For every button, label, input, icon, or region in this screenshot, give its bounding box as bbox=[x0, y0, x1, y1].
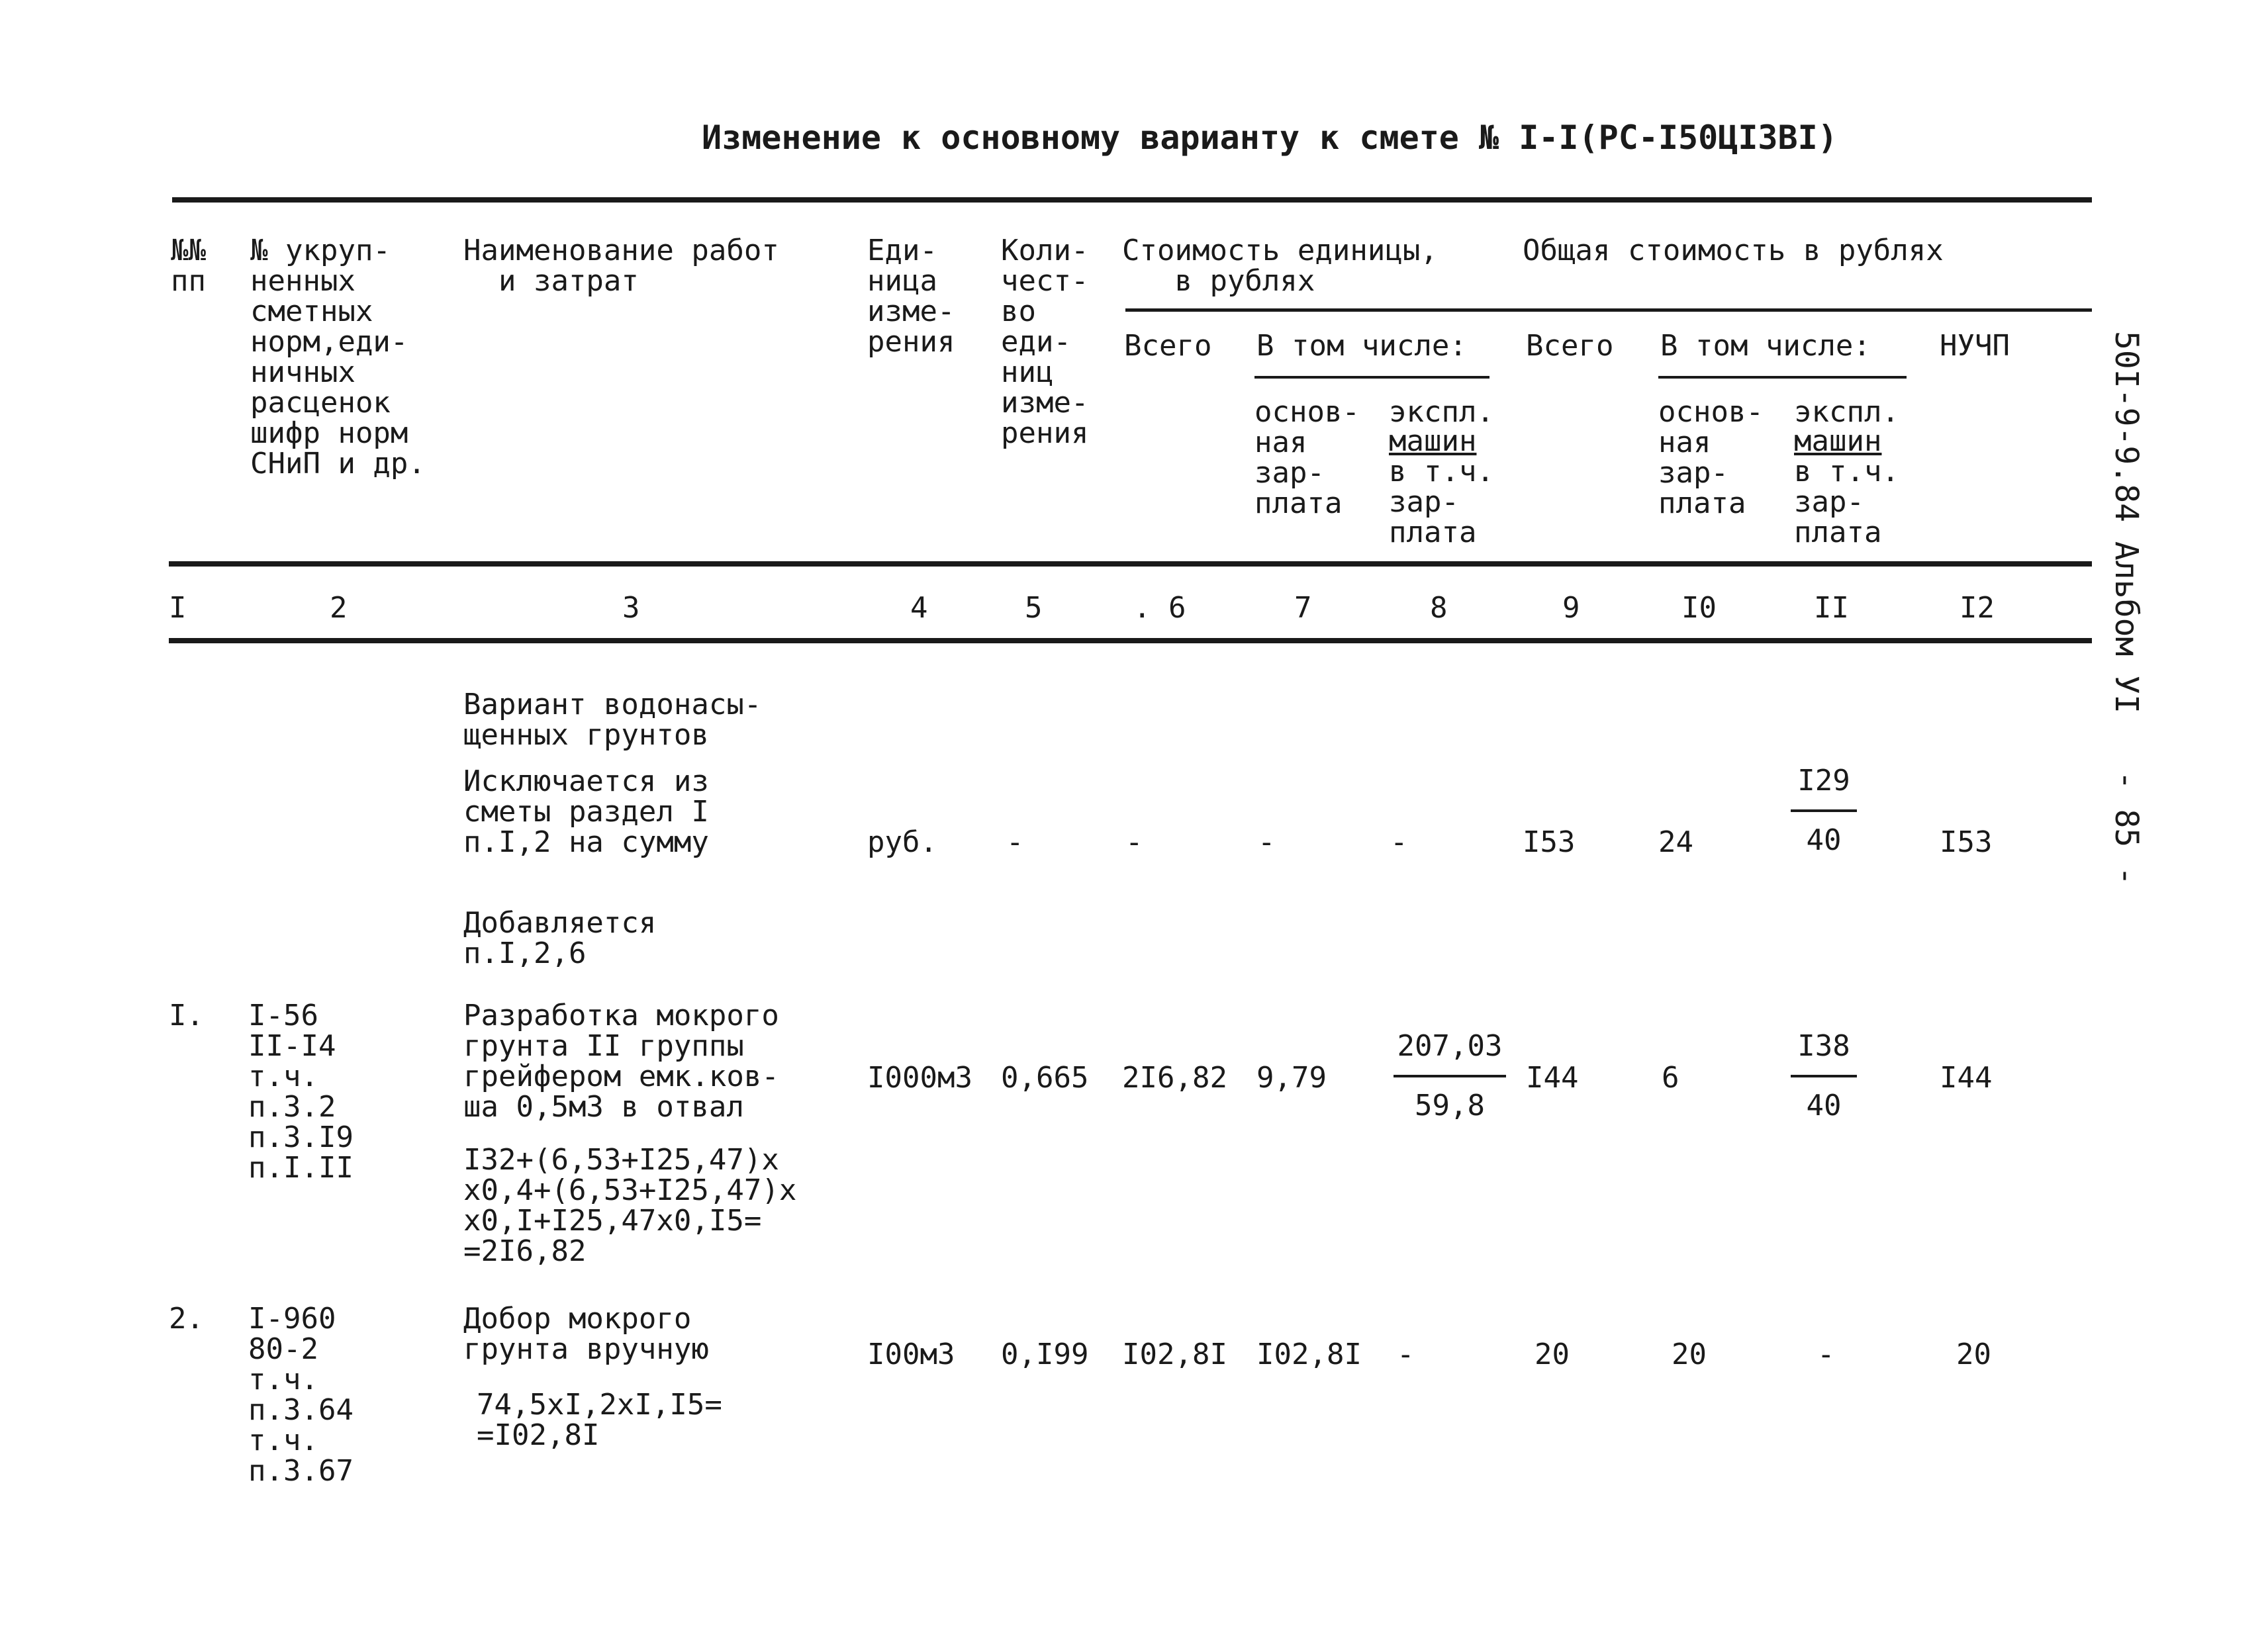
excluded-price-eksp-dash: - bbox=[1390, 825, 1408, 859]
header-unit-osn: основ- ная зар- плата bbox=[1254, 395, 1360, 520]
row1-code: I-56 II-I4 т.ч. п.3.2 п.3.I9 п.I.II bbox=[248, 999, 354, 1185]
excluded-eksp-fraction bbox=[1781, 766, 1867, 856]
header-unit-ekspl-mid: машин bbox=[1389, 424, 1477, 458]
row2-code: I-960 80-2 т.ч. п.3.64 т.ч. п.3.67 bbox=[248, 1302, 354, 1488]
col-num-1: I bbox=[169, 591, 187, 625]
row1-price-eksp-fraction bbox=[1387, 1031, 1513, 1121]
row1-price-total: 2I6,82 bbox=[1122, 1061, 1227, 1095]
row2-osn: 20 bbox=[1672, 1338, 1707, 1371]
excluded-name: Исключается из сметы раздел I п.I,2 на сумму bbox=[463, 764, 709, 859]
col-num-5: 5 bbox=[1025, 591, 1043, 625]
col-num-3: 3 bbox=[622, 591, 640, 625]
col-num-12: I2 bbox=[1960, 591, 1995, 625]
row1-nuchp: I44 bbox=[1940, 1061, 1993, 1095]
top-rule bbox=[172, 197, 2092, 203]
fraction-bar bbox=[1394, 1075, 1506, 1077]
header-total-ekspl-top: экспл. bbox=[1794, 395, 1899, 429]
row1-qty: 0,665 bbox=[1001, 1061, 1089, 1095]
header-total-ekspl-mid: машин bbox=[1794, 424, 1882, 458]
row1-eksp-top: I38 bbox=[1797, 1029, 1850, 1063]
added-title: Добавляется п.I,2,6 bbox=[463, 906, 657, 970]
row2-formula: 74,5xI,2xI,I5= =I02,8I bbox=[477, 1388, 722, 1452]
row2-name: Добор мокрого грунта вручную bbox=[463, 1302, 709, 1366]
row1-eksp-fraction bbox=[1781, 1031, 1867, 1121]
header-col1: №№ пп bbox=[171, 234, 206, 298]
unit-split-rule bbox=[1254, 376, 1489, 379]
header-total-ekspl-bottom: в т.ч. зар- плата bbox=[1794, 455, 1899, 549]
header-total-vsego: Всего bbox=[1526, 329, 1614, 363]
col-num-2: 2 bbox=[330, 591, 348, 625]
excluded-eksp-bottom: 40 bbox=[1806, 823, 1842, 857]
excluded-osn: 24 bbox=[1658, 825, 1693, 859]
header-bottom-rule bbox=[169, 561, 2092, 567]
excluded-price-total-dash: - bbox=[1125, 825, 1143, 859]
excluded-unit: руб. bbox=[867, 825, 937, 859]
fraction-bar bbox=[1791, 1075, 1857, 1077]
numbers-bottom-rule bbox=[169, 638, 2092, 643]
row1-name: Разработка мокрого грунта II группы грейфером емк.ков- ша 0,5м3 в отвал bbox=[463, 999, 779, 1124]
header-col2: № укруп- ненных сметных норм,еди- ничных расценок шифр норм СНиП и др. bbox=[250, 234, 426, 480]
row1-total: I44 bbox=[1526, 1061, 1579, 1095]
row1-unit: I000м3 bbox=[867, 1061, 972, 1095]
header-col5: Коли- чест- во еди- ниц изме- рения bbox=[1001, 234, 1089, 450]
page-title: Изменение к основному варианту к смете № I-I(РС-I50ЦI3ВI) bbox=[702, 118, 1838, 157]
col-num-7: 7 bbox=[1294, 591, 1312, 625]
row1-eksp-bottom: 40 bbox=[1806, 1089, 1842, 1122]
header-unit-in-that: В том числе: bbox=[1256, 329, 1467, 363]
unit-cost-rule bbox=[1125, 308, 2092, 312]
row1-price-eksp-bottom: 59,8 bbox=[1415, 1089, 1485, 1122]
row2-eksp: - bbox=[1817, 1338, 1835, 1371]
side-label: 50I-9-9.84 Альбом УI - 85 - bbox=[2108, 331, 2145, 886]
header-unit-ekspl-top: экспл. bbox=[1389, 395, 1494, 429]
row2-price-osn: I02,8I bbox=[1256, 1338, 1362, 1371]
fraction-bar bbox=[1791, 809, 1857, 812]
col-num-8: 8 bbox=[1430, 591, 1448, 625]
variant-title: Вариант водонасы- щенных грунтов bbox=[463, 688, 762, 752]
col-num-4: 4 bbox=[910, 591, 928, 625]
row2-price-eksp: - bbox=[1397, 1338, 1415, 1371]
header-total-in-that: В том числе: bbox=[1660, 329, 1871, 363]
total-split-rule bbox=[1658, 376, 1907, 379]
row2-unit: I00м3 bbox=[867, 1338, 955, 1371]
excluded-qty-dash: - bbox=[1006, 825, 1024, 859]
header-col4: Еди- ница изме- рения bbox=[867, 234, 955, 359]
col-num-10: I0 bbox=[1681, 591, 1717, 625]
row1-osn: 6 bbox=[1662, 1061, 1679, 1095]
row2-qty: 0,I99 bbox=[1001, 1338, 1089, 1371]
row1-price-osn: 9,79 bbox=[1256, 1061, 1327, 1095]
excluded-total: I53 bbox=[1523, 825, 1576, 859]
excluded-eksp-top: I29 bbox=[1797, 764, 1850, 798]
row2-price-total: I02,8I bbox=[1122, 1338, 1227, 1371]
col-num-11: II bbox=[1814, 591, 1849, 625]
row2-num: 2. bbox=[169, 1302, 204, 1336]
row1-formula: I32+(6,53+I25,47)x x0,4+(6,53+I25,47)x x0,I+I25,47x0,I5= =2I6,82 bbox=[463, 1143, 797, 1268]
header-nuchp: НУЧП bbox=[1940, 329, 2010, 363]
header-col3: Наименование работ и затрат bbox=[463, 234, 779, 298]
row1-price-eksp-top: 207,03 bbox=[1397, 1029, 1503, 1063]
header-unit-cost: Стоимость единицы, в рублях bbox=[1122, 234, 1438, 298]
row1-num: I. bbox=[169, 999, 204, 1032]
header-unit-ekspl-bottom: в т.ч. зар- плата bbox=[1389, 455, 1494, 549]
header-total-osn: основ- ная зар- плата bbox=[1658, 395, 1764, 520]
col-num-6: . 6 bbox=[1133, 591, 1186, 625]
header-unit-vsego: Всего bbox=[1124, 329, 1212, 363]
row2-nuchp: 20 bbox=[1956, 1338, 1991, 1371]
row2-total: 20 bbox=[1535, 1338, 1570, 1371]
excluded-nuchp: I53 bbox=[1940, 825, 1993, 859]
excluded-price-osn-dash: - bbox=[1258, 825, 1276, 859]
header-total-cost: Общая стоимость в рублях bbox=[1523, 234, 1944, 267]
col-num-9: 9 bbox=[1562, 591, 1580, 625]
